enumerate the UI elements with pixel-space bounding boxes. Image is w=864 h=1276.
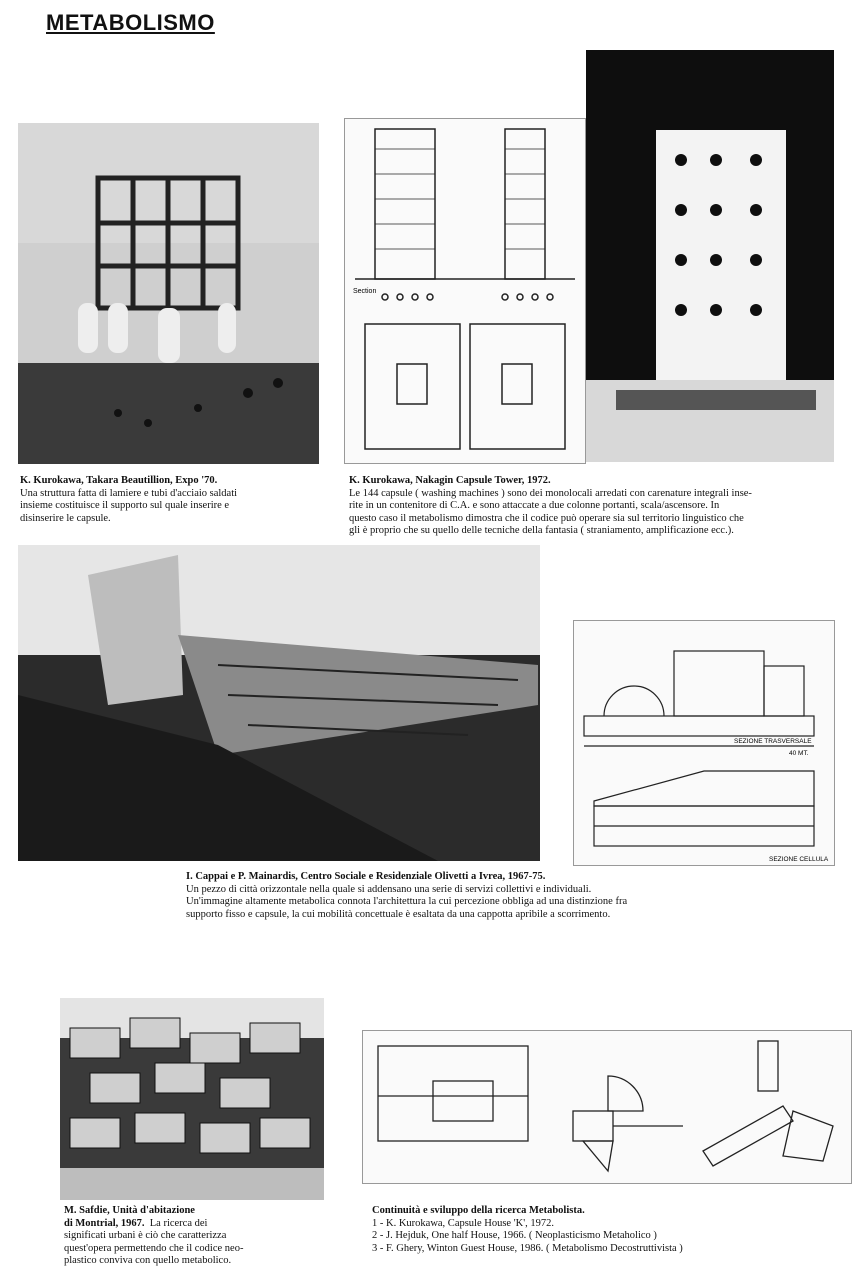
caption-takara-line: Una struttura fatta di lamiere e tubi d'acciaio saldati: [20, 487, 238, 499]
page-title: METABOLISMO: [46, 10, 215, 35]
caption-olivetti-line: supporto fisso e capsule, la cui mobilità concettuale è esaltata da una cappotta apribile a scorrimento.: [186, 908, 611, 920]
caption-safdie: [64, 1205, 314, 1268]
photo-olivetti-ivrea: [18, 545, 540, 861]
caption-takara: [20, 475, 300, 525]
caption-olivetti-head: I. Cappai e P. Mainardis, Centro Sociale e Residenziale Olivetti a Ivrea, 1967-75.: [186, 871, 546, 882]
caption-continuita-line: 3 - F. Ghery, Winton Guest House, 1986. ( Metabolismo Decostruttivista ): [372, 1242, 683, 1254]
caption-safdie-head: di Montrial, 1967.: [64, 1217, 145, 1229]
photo-nakagin-tower: [586, 50, 834, 462]
drawing-plans-row: [362, 1030, 852, 1184]
photo-takara-beautillion: [18, 123, 319, 464]
caption-safdie-text: La ricerca dei: [149, 1217, 208, 1229]
caption-nakagin-line: rite in un contenitore di C.A. e sono attaccate a due colonne portanti, scala/ascensore. In: [349, 500, 720, 511]
caption-safdie-head: M. Safdie, Unità d'abitazione: [64, 1205, 195, 1216]
caption-continuita-head: Continuità e sviluppo della ricerca Metabolista.: [372, 1205, 585, 1216]
scale-label: 40 MT.: [789, 750, 809, 757]
caption-safdie-line: significati urbani è ciò che caratterizza: [64, 1230, 227, 1241]
caption-nakagin-line: questo caso il metabolismo dimostra che il codice può operare sia sul territorio linguistico che: [349, 512, 744, 524]
caption-continuita-line: 1 - K. Kurokawa, Capsule House 'K', 1972.: [372, 1217, 554, 1229]
caption-takara-line: insieme costituisce il supporto sul quale inserire e: [20, 500, 230, 511]
sezione-cellula-label: SEZIONE CELLULA: [769, 856, 829, 863]
caption-safdie-line: plastico conviva con quello metabolico.: [64, 1255, 232, 1266]
caption-safdie-line: quest'opera permettendo che il codice neo-: [64, 1242, 244, 1254]
caption-nakagin-line: Le 144 capsule ( washing machines ) sono dei monolocali arredati con carenature integrali inse-: [349, 487, 752, 499]
drawing-nakagin-plan-section: [344, 118, 586, 464]
photo-habitat-67: [60, 998, 324, 1200]
drawing-olivetti-sections: [573, 620, 835, 866]
caption-olivetti-line: Un pezzo di città orizzontale nella quale si addensano una serie di servizi collettivi e individuali.: [186, 883, 592, 895]
caption-nakagin-head: K. Kurokawa, Nakagin Capsule Tower, 1972.: [349, 475, 551, 486]
caption-continuita: [372, 1205, 792, 1255]
caption-olivetti: [186, 871, 746, 921]
caption-takara-line: disinserire le capsule.: [20, 512, 111, 524]
caption-nakagin-line: gli è proprio che su quello delle tecniche della fantasia ( straniamento, amplificazione ecc.).: [349, 525, 734, 536]
caption-takara-head: K. Kurokawa, Takara Beautillion, Expo '70.: [20, 475, 218, 486]
caption-nakagin: [349, 475, 839, 538]
caption-continuita-line: 2 - J. Hejduk, One half House, 1966. ( Neoplasticismo Metaholico ): [372, 1230, 657, 1241]
caption-olivetti-line: Un'immagine altamente metabolica connota l'architettura la cui percezione obbliga ad una distinzione fra: [186, 896, 628, 907]
nakagin-section-label: Section: [353, 288, 377, 295]
sezione-trasversale-label: SEZIONE TRASVERSALE: [734, 738, 812, 745]
